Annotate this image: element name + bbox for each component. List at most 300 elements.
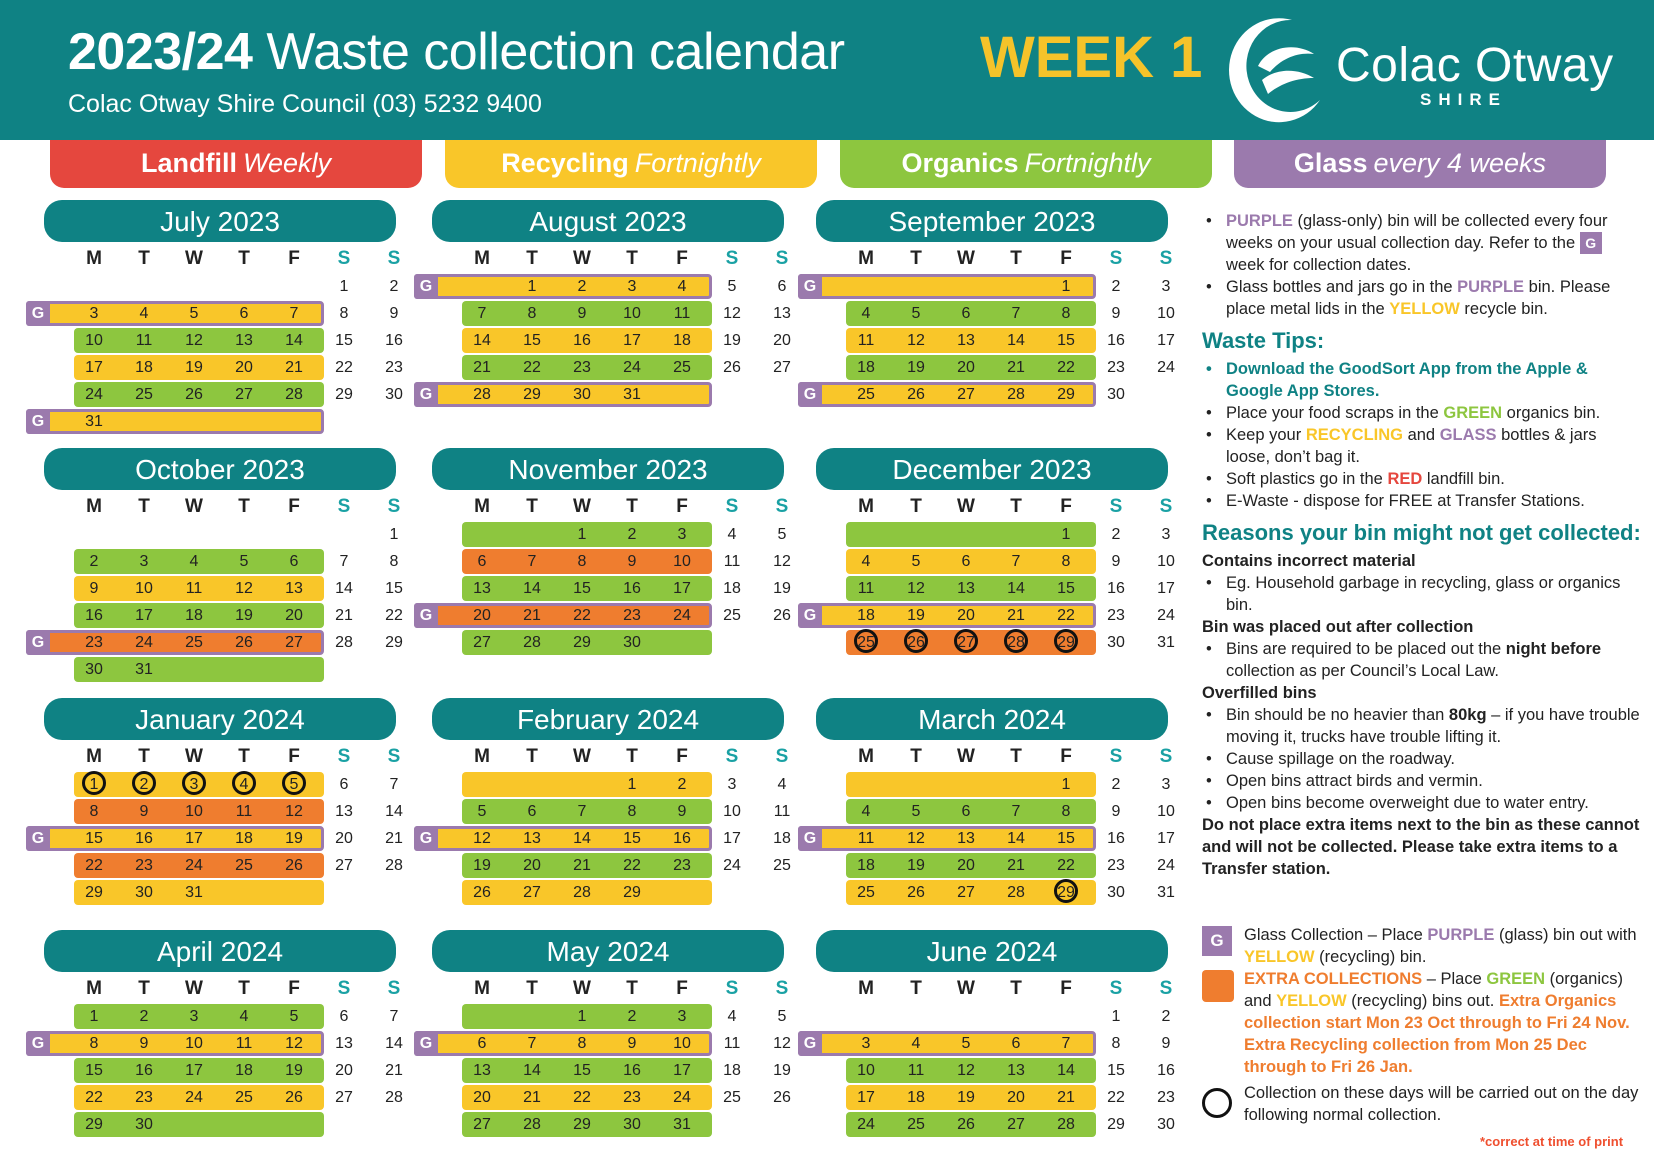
calendar-day: 25 (857, 884, 875, 901)
calendar-day: 14 (1007, 830, 1025, 847)
calendar-day: 4 (727, 526, 737, 543)
calendar-day: 24 (857, 1116, 875, 1133)
calendar-day: 6 (961, 553, 971, 570)
calendar-day: 18 (723, 580, 741, 597)
calendar-day: 20 (473, 1089, 491, 1106)
calendar-day: 9 (139, 1035, 149, 1052)
month-title: June 2024 (816, 930, 1168, 972)
calendar-day: 18 (235, 1062, 253, 1079)
calendar-day: 22 (573, 1089, 591, 1106)
calendar-day: 18 (857, 607, 875, 624)
calendar-day: 20 (957, 607, 975, 624)
calendar-day: 20 (473, 607, 491, 624)
calendar-day: 6 (477, 553, 487, 570)
weekday-header: W (185, 496, 203, 517)
calendar-day: 27 (473, 634, 491, 651)
calendar-day: 30 (1107, 386, 1125, 403)
weekday-header: S (337, 496, 351, 517)
weekday-header: W (185, 978, 203, 999)
weekday-header: W (573, 496, 591, 517)
calendar-day: 10 (185, 803, 203, 820)
calendar-day: 2 (1111, 526, 1121, 543)
glass-week-badge: G (798, 826, 822, 851)
calendar-day: 16 (623, 580, 641, 597)
calendar-day: 19 (907, 359, 925, 376)
calendar-day: 7 (477, 305, 487, 322)
calendar-day: 14 (1057, 1062, 1075, 1079)
calendar-day: 5 (911, 305, 921, 322)
calendar-day: 17 (185, 830, 203, 847)
weekday-header: W (573, 746, 591, 767)
reason-bullet: • Open bins become overweight due to water entry. (1202, 792, 1642, 814)
weekday-header: T (238, 978, 250, 999)
calendar-day: 13 (1007, 1062, 1025, 1079)
calendar-day: 23 (673, 857, 691, 874)
weekday-header: T (238, 746, 250, 767)
calendar-day: 16 (385, 332, 403, 349)
bin-tab-glass: Glass every 4 weeks (1234, 140, 1606, 188)
calendar-day: 6 (239, 305, 249, 322)
tip-goodsort-app: • Download the GoodSort App from the Apple & Google App Stores. (1202, 358, 1642, 402)
calendar-day: 1 (627, 776, 637, 793)
weekday-header: M (474, 248, 490, 269)
calendar-day: 9 (1161, 1035, 1171, 1052)
calendar-day: 8 (89, 803, 99, 820)
reason-bullet: • Eg. Household garbage in recycling, glass or organics bin. (1202, 572, 1642, 616)
calendar-day: 29 (573, 634, 591, 651)
calendar-day: 15 (85, 1062, 103, 1079)
calendar-day: 30 (1107, 634, 1125, 651)
calendar-day: 19 (957, 1089, 975, 1106)
weekday-header: M (858, 248, 874, 269)
calendar-day: 28 (996, 630, 1036, 655)
calendar-day: 18 (773, 830, 791, 847)
calendar-day: 19 (473, 857, 491, 874)
calendar-day: 16 (673, 830, 691, 847)
weekday-header: T (626, 978, 638, 999)
month-title: February 2024 (432, 698, 784, 740)
calendar-day: 24 (723, 857, 741, 874)
calendar-day: 2 (1161, 1008, 1171, 1025)
calendar-day: 26 (473, 884, 491, 901)
calendar-day: 21 (1007, 857, 1025, 874)
weekday-header: M (86, 496, 102, 517)
weekday-header: M (86, 978, 102, 999)
info-sidebar (1202, 210, 1642, 880)
calendar-day: 7 (1011, 803, 1021, 820)
calendar-day: 13 (335, 803, 353, 820)
calendar-day: 8 (527, 305, 537, 322)
calendar-day: 7 (1011, 553, 1021, 570)
calendar-day: 11 (773, 803, 791, 820)
calendar-day: 27 (335, 857, 353, 874)
calendar-day: 13 (473, 580, 491, 597)
weekday-header: S (725, 496, 739, 517)
weekday-header: S (725, 978, 739, 999)
glass-info-2: • Glass bottles and jars go in the PURPLE bin. Please place metal lids in the YELLOW recycle bin. (1202, 276, 1642, 320)
month-april-2024 (24, 930, 424, 1166)
calendar-day: 29 (1046, 630, 1086, 655)
calendar-day: 19 (285, 1062, 303, 1079)
calendar-day: 16 (1107, 580, 1125, 597)
calendar-day: 26 (773, 607, 791, 624)
weekday-header: S (1109, 496, 1123, 517)
glass-week-badge: G (798, 1031, 822, 1056)
calendar-day: 22 (385, 607, 403, 624)
page-title: 2023/24 Waste collection calendar (68, 23, 845, 81)
calendar-day: 5 (911, 803, 921, 820)
calendar-day: 3 (189, 1008, 199, 1025)
calendar-day: 10 (1157, 553, 1175, 570)
calendar-day: 4 (224, 772, 264, 797)
calendar-day: 22 (1057, 857, 1075, 874)
calendar-day: 23 (85, 634, 103, 651)
calendar-day: 11 (723, 1035, 741, 1052)
weekday-header: W (185, 248, 203, 269)
calendar-day: 10 (723, 803, 741, 820)
weekday-header: S (387, 496, 401, 517)
calendar-day: 26 (896, 630, 936, 655)
calendar-day: 26 (773, 1089, 791, 1106)
weekday-header: T (626, 248, 638, 269)
calendar-day: 27 (1007, 1116, 1025, 1133)
calendar-day: 23 (1107, 857, 1125, 874)
calendar-day: 30 (623, 1116, 641, 1133)
calendar-day: 2 (577, 278, 587, 295)
calendar-day: 26 (723, 359, 741, 376)
calendar-day: 15 (623, 830, 641, 847)
calendar-day: 28 (1007, 884, 1025, 901)
calendar-day: 8 (1061, 553, 1071, 570)
calendar-day: 2 (89, 553, 99, 570)
calendar-day: 24 (1157, 607, 1175, 624)
calendar-day: 20 (1007, 1089, 1025, 1106)
weekday-header: M (86, 746, 102, 767)
weekday-header: M (858, 978, 874, 999)
weekday-header: S (387, 978, 401, 999)
calendar-day: 21 (573, 857, 591, 874)
calendar-day: 18 (185, 607, 203, 624)
calendar-day: 3 (861, 1035, 871, 1052)
calendar-day: 6 (339, 776, 349, 793)
calendar-day: 2 (1111, 776, 1121, 793)
calendar-day: 18 (907, 1089, 925, 1106)
calendar-day: 9 (627, 1035, 637, 1052)
calendar-day: 12 (907, 580, 925, 597)
calendar-day: 25 (723, 607, 741, 624)
month-title: November 2023 (432, 448, 784, 490)
calendar-day: 22 (1057, 607, 1075, 624)
glass-week-badge: G (414, 826, 438, 851)
header-banner (0, 0, 1654, 140)
calendar-day: 20 (523, 857, 541, 874)
calendar-day: 31 (673, 1116, 691, 1133)
calendar-day: 26 (285, 1089, 303, 1106)
month-july-2023 (24, 200, 424, 450)
glass-info-1: • PURPLE (glass-only) bin will be collected every four weeks on your usual collection day. Refer to the G week for collection dates. (1202, 210, 1642, 276)
calendar-day: 7 (289, 305, 299, 322)
weekday-header: T (1010, 746, 1022, 767)
glass-week-badge: G (26, 826, 50, 851)
weekday-header: T (138, 746, 150, 767)
calendar-day: 12 (957, 1062, 975, 1079)
weekday-header: S (775, 248, 789, 269)
calendar-day: 21 (335, 607, 353, 624)
calendar-day: 4 (239, 1008, 249, 1025)
month-title: August 2023 (432, 200, 784, 242)
calendar-day: 28 (285, 386, 303, 403)
calendar-day: 2 (124, 772, 164, 797)
calendar-day: 1 (577, 526, 587, 543)
calendar-day: 14 (285, 332, 303, 349)
calendar-day: 31 (1157, 634, 1175, 651)
calendar-day: 17 (1157, 830, 1175, 847)
month-title: March 2024 (816, 698, 1168, 740)
calendar-day: 29 (385, 634, 403, 651)
calendar-day: 27 (957, 884, 975, 901)
calendar-day: 17 (623, 332, 641, 349)
calendar-day: 26 (185, 386, 203, 403)
calendar-day: 3 (174, 772, 214, 797)
calendar-day: 22 (85, 1089, 103, 1106)
calendar-day: 21 (385, 830, 403, 847)
calendar-day: 14 (335, 580, 353, 597)
calendar-day: 16 (1107, 332, 1125, 349)
calendar-day: 31 (85, 413, 103, 430)
month-december-2023 (796, 448, 1196, 698)
calendar-day: 24 (85, 386, 103, 403)
calendar-day: 4 (677, 278, 687, 295)
calendar-day: 19 (773, 1062, 791, 1079)
calendar-day: 6 (527, 803, 537, 820)
legend-extra-collections: EXTRA COLLECTIONS – Place GREEN (organics) and YELLOW (recycling) bins out. Extra Organics collection start Mon 23 Oct through to Fri 24 Nov. Extra Recycling collection from Mon 25 Dec through to Fri 26 Jan. (1202, 968, 1642, 1078)
calendar-day: 23 (573, 359, 591, 376)
calendar-day: 8 (389, 553, 399, 570)
calendar-day: 16 (1157, 1062, 1175, 1079)
calendar-day: 15 (523, 332, 541, 349)
calendar-day: 7 (389, 1008, 399, 1025)
calendar-day: 29 (573, 1116, 591, 1133)
calendar-day: 2 (389, 278, 399, 295)
weekday-header: T (238, 496, 250, 517)
weekday-header: T (138, 978, 150, 999)
bin-tab-recycling: Recycling Fortnightly (445, 140, 817, 188)
weekday-header: S (1159, 496, 1173, 517)
calendar-day: 2 (139, 1008, 149, 1025)
month-title: July 2023 (44, 200, 396, 242)
glass-week-badge: G (798, 382, 822, 407)
calendar-day: 4 (911, 1035, 921, 1052)
calendar-day: 6 (1011, 1035, 1021, 1052)
calendar-day: 14 (523, 1062, 541, 1079)
calendar-day: 3 (89, 305, 99, 322)
calendar-day: 10 (85, 332, 103, 349)
calendar-day: 24 (185, 1089, 203, 1106)
calendar-day: 2 (627, 1008, 637, 1025)
reason-placed-late: Bin was placed out after collection (1202, 618, 1474, 636)
bin-tab-landfill: Landfill Weekly (50, 140, 422, 188)
calendar-day: 30 (85, 661, 103, 678)
calendar-day: 30 (1157, 1116, 1175, 1133)
calendar-day: 13 (285, 580, 303, 597)
calendar-day: 10 (1157, 305, 1175, 322)
legend-circled-days: Collection on these days will be carried out on the day following normal collection. (1202, 1082, 1642, 1126)
calendar-day: 23 (623, 607, 641, 624)
calendar-day: 1 (1061, 278, 1071, 295)
calendar-day: 12 (285, 803, 303, 820)
month-september-2023 (796, 200, 1196, 450)
weekday-header: S (1109, 978, 1123, 999)
weekday-header: F (676, 978, 688, 999)
bin-tab-organics: Organics Fortnightly (840, 140, 1212, 188)
week-label: WEEK 1 (980, 25, 1203, 90)
weekday-header: F (288, 496, 300, 517)
calendar-day: 9 (389, 305, 399, 322)
calendar-day: 28 (385, 1089, 403, 1106)
calendar-day: 14 (385, 1035, 403, 1052)
weekday-header: S (1159, 248, 1173, 269)
calendar-day: 8 (339, 305, 349, 322)
calendar-day: 10 (623, 305, 641, 322)
weekday-header: S (775, 746, 789, 767)
weekday-header: F (288, 746, 300, 767)
calendar-day: 8 (1061, 803, 1071, 820)
weekday-header: W (185, 746, 203, 767)
calendar-day: 23 (1107, 359, 1125, 376)
month-title: January 2024 (44, 698, 396, 740)
calendar-day: 20 (957, 857, 975, 874)
calendar-day: 25 (235, 1089, 253, 1106)
weekday-header: W (573, 978, 591, 999)
calendar-day: 16 (135, 830, 153, 847)
calendar-day: 11 (907, 1062, 925, 1079)
calendar-day: 27 (946, 630, 986, 655)
calendar-day: 25 (235, 857, 253, 874)
glass-week-badge: G (798, 603, 822, 628)
calendar-day: 25 (773, 857, 791, 874)
calendar-day: 2 (627, 526, 637, 543)
calendar-day: 15 (1057, 830, 1075, 847)
calendar-day: 15 (85, 830, 103, 847)
calendar-day: 3 (139, 553, 149, 570)
g-week-icon: G (1580, 232, 1602, 254)
calendar-day: 6 (339, 1008, 349, 1025)
calendar-day: 30 (135, 1116, 153, 1133)
calendar-day: 25 (907, 1116, 925, 1133)
calendar-day: 13 (235, 332, 253, 349)
calendar-day: 25 (857, 386, 875, 403)
calendar-day: 15 (1057, 332, 1075, 349)
calendar-day: 7 (527, 1035, 537, 1052)
calendar-day: 17 (135, 607, 153, 624)
calendar-day: 17 (1157, 332, 1175, 349)
weekday-header: F (1060, 978, 1072, 999)
calendar-day: 5 (289, 1008, 299, 1025)
calendar-day: 14 (1007, 580, 1025, 597)
reason-incorrect-material: Contains incorrect material (1202, 552, 1416, 570)
calendar-day: 12 (773, 553, 791, 570)
calendar-day: 11 (135, 332, 153, 349)
calendar-day: 24 (673, 1089, 691, 1106)
weekday-header: M (474, 978, 490, 999)
calendar-day: 8 (577, 1035, 587, 1052)
calendar-day: 5 (239, 553, 249, 570)
month-title: April 2024 (44, 930, 396, 972)
tip-loose-recycling: • Keep your RECYCLING and GLASS bottles & jars loose, don’t bag it. (1202, 424, 1642, 468)
calendar-day: 31 (623, 386, 641, 403)
calendar-day: 23 (623, 1089, 641, 1106)
calendar-day: 20 (235, 359, 253, 376)
calendar-day: 22 (1107, 1089, 1125, 1106)
calendar-day: 2 (1111, 278, 1121, 295)
tip-e-waste: • E-Waste - dispose for FREE at Transfer Stations. (1202, 490, 1642, 512)
calendar-day: 18 (235, 830, 253, 847)
calendar-day: 29 (623, 884, 641, 901)
calendar-day: 9 (89, 580, 99, 597)
calendar-day: 8 (577, 553, 587, 570)
weekday-header: S (1109, 746, 1123, 767)
calendar-day: 4 (861, 553, 871, 570)
calendar-day: 8 (1061, 305, 1071, 322)
calendar-day: 23 (135, 1089, 153, 1106)
calendar-day: 4 (727, 1008, 737, 1025)
calendar-day: 19 (907, 857, 925, 874)
month-title: December 2023 (816, 448, 1168, 490)
reason-bullet: • Open bins attract birds and vermin. (1202, 770, 1642, 792)
calendar-day: 16 (85, 607, 103, 624)
weekday-header: T (1010, 248, 1022, 269)
calendar-day: 11 (235, 1035, 253, 1052)
calendar-day: 27 (473, 1116, 491, 1133)
weekday-header: T (138, 248, 150, 269)
calendar-day: 29 (335, 386, 353, 403)
calendar-day: 5 (274, 772, 314, 797)
glass-week-badge: G (414, 1031, 438, 1056)
calendar-day: 24 (135, 634, 153, 651)
weekday-header: S (775, 978, 789, 999)
reason-overfilled: Overfilled bins (1202, 684, 1317, 702)
weekday-header: F (676, 496, 688, 517)
calendar-day: 3 (677, 1008, 687, 1025)
month-november-2023 (412, 448, 812, 698)
calendar-day: 13 (335, 1035, 353, 1052)
calendar-day: 9 (577, 305, 587, 322)
calendar-day: 22 (1057, 359, 1075, 376)
weekday-header: F (288, 248, 300, 269)
calendar-day: 18 (857, 857, 875, 874)
calendar-day: 1 (1111, 1008, 1121, 1025)
calendar-day: 25 (673, 359, 691, 376)
calendar-day: 29 (1107, 1116, 1125, 1133)
weekday-header: T (526, 496, 538, 517)
calendar-day: 6 (477, 1035, 487, 1052)
calendar-day: 3 (677, 526, 687, 543)
calendar-day: 13 (473, 1062, 491, 1079)
calendar-day: 2 (677, 776, 687, 793)
weekday-header: W (957, 496, 975, 517)
calendar-day: 11 (673, 305, 691, 322)
logo-name: Colac Otway (1336, 39, 1614, 92)
calendar-day: 1 (577, 1008, 587, 1025)
weekday-header: T (1010, 496, 1022, 517)
calendar-day: 28 (1007, 386, 1025, 403)
calendar-day: 21 (523, 1089, 541, 1106)
calendar-day: 17 (857, 1089, 875, 1106)
reason-bullet: • Bins are required to be placed out the night before collection as per Council’s Local Law. (1202, 638, 1642, 682)
weekday-header: T (910, 978, 922, 999)
calendar-day: 14 (473, 332, 491, 349)
calendar-day: 26 (907, 386, 925, 403)
